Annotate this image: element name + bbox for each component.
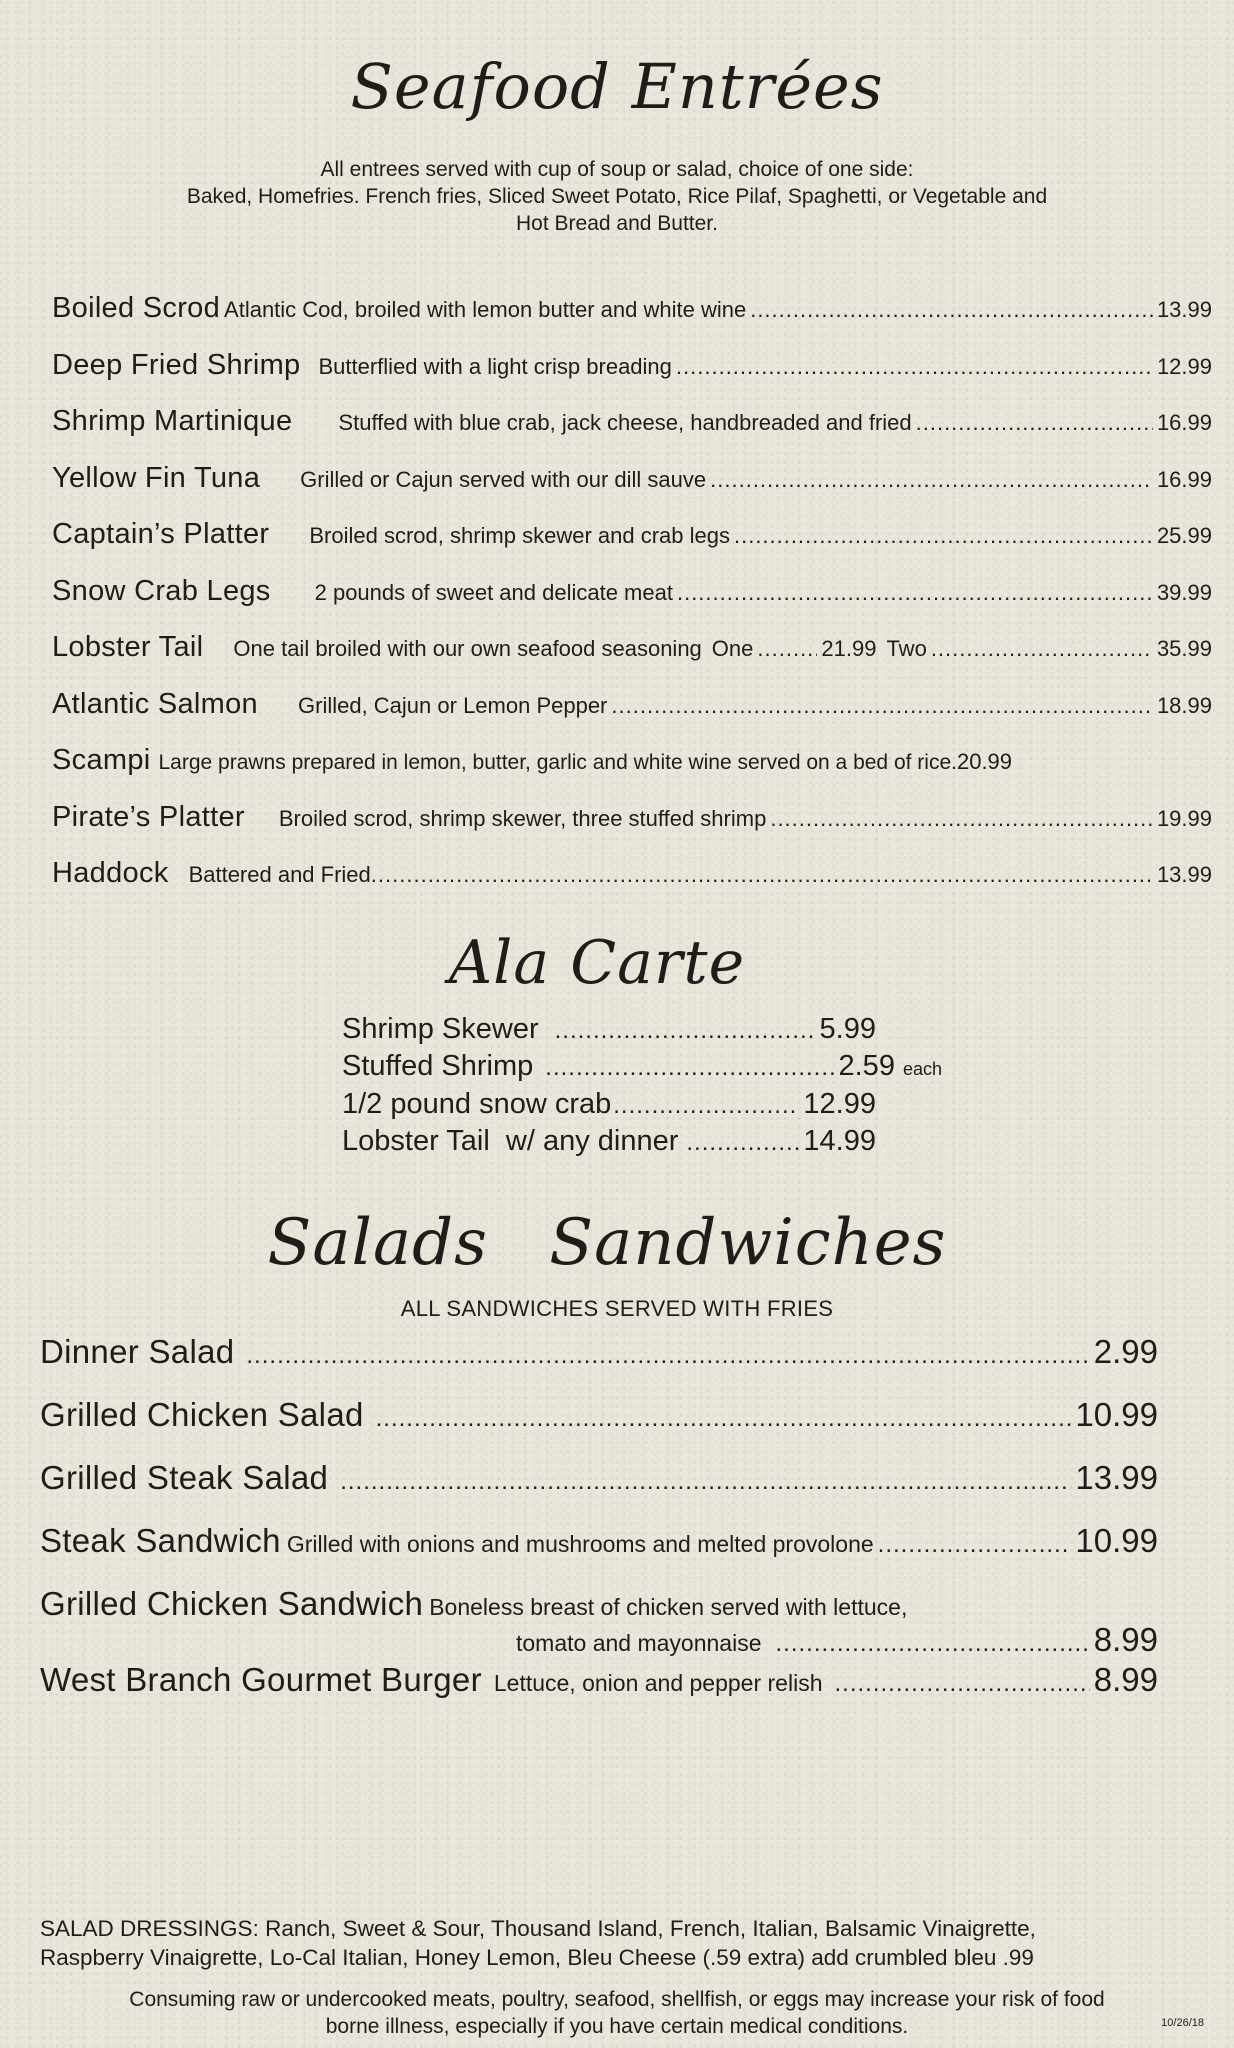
item-price: 2.59 bbox=[838, 1049, 895, 1082]
menu-item bbox=[40, 1459, 1158, 1522]
dot-leader bbox=[916, 410, 1153, 436]
menu-item bbox=[52, 688, 1212, 745]
item-description: Large prawns prepared in lemon, butter, garlic and white wine served on a bed of rice. bbox=[158, 751, 957, 774]
item-name: 1/2 pound snow crab bbox=[342, 1088, 612, 1120]
menu-item bbox=[52, 349, 1212, 406]
intro-line: All entrees served with cup of soup or salad, choice of one side: bbox=[320, 158, 914, 181]
item-price: 10.99 bbox=[1075, 1522, 1158, 1559]
menu-item bbox=[342, 1124, 876, 1161]
sandwiches-note: ALL SANDWICHES SERVED WITH FRIES bbox=[400, 1296, 834, 1321]
dot-leader bbox=[686, 1125, 799, 1161]
item-price: 25.99 bbox=[1156, 523, 1212, 548]
menu-item bbox=[342, 1087, 876, 1124]
menu-item bbox=[40, 1333, 1158, 1396]
salads-title: Salads bbox=[267, 1206, 488, 1280]
alacarte-list bbox=[342, 1012, 942, 1160]
item-name: Stuffed Shrimp bbox=[342, 1049, 534, 1082]
menu-item bbox=[52, 575, 1212, 632]
menu-item bbox=[40, 1585, 1158, 1621]
item-name: Yellow Fin Tuna bbox=[52, 461, 261, 494]
item-name: Haddock bbox=[52, 857, 169, 889]
dot-leader bbox=[676, 354, 1153, 380]
item-description: Grilled or Cajun served with our dill sauve bbox=[300, 466, 707, 492]
salad-dressings bbox=[40, 1914, 1036, 1972]
menu-item bbox=[52, 462, 1212, 519]
item-unit: each bbox=[902, 1058, 942, 1079]
item-price: 14.99 bbox=[803, 1124, 876, 1157]
item-description: Broiled scrod, shrimp skewer, three stuffed shrimp bbox=[278, 805, 767, 831]
seafood-intro bbox=[80, 156, 1154, 237]
intro-line: Baked, Homefries. French fries, Sliced Sweet Potato, Rice Pilaf, Spaghetti, or Vegetable and bbox=[186, 185, 1048, 208]
item-name: Grilled Chicken Sandwich bbox=[40, 1585, 424, 1622]
item-name: Grilled Chicken Salad bbox=[40, 1396, 364, 1433]
item-description: tomato and mayonnaise bbox=[516, 1630, 762, 1656]
item-name: Dinner Salad bbox=[40, 1333, 235, 1370]
menu-item-continued bbox=[40, 1621, 1158, 1661]
item-name: Atlantic Salmon bbox=[52, 687, 258, 720]
menu-item bbox=[52, 801, 1212, 858]
consumer-warning bbox=[0, 1986, 1234, 2040]
print-date: 10/26/18 bbox=[1161, 2017, 1204, 2029]
option-two-label: Two bbox=[886, 636, 927, 661]
dot-leader bbox=[734, 523, 1153, 549]
dot-leader bbox=[555, 1013, 816, 1049]
item-name: Pirate’s Platter bbox=[52, 800, 245, 833]
item-description: Grilled, Cajun or Lemon Pepper bbox=[298, 692, 608, 718]
item-name: Deep Fried Shrimp bbox=[52, 348, 301, 381]
item-description: Butterflied with a light crisp breading bbox=[318, 353, 672, 379]
intro-line: Hot Bread and Butter. bbox=[516, 212, 718, 235]
item-name: Lobster Tail bbox=[52, 631, 204, 663]
warning-line: borne illness, especially if you have certain medical conditions. bbox=[325, 2015, 909, 2038]
item-name: Shrimp Martinique bbox=[52, 405, 293, 437]
menu-item bbox=[40, 1396, 1158, 1459]
item-price: 8.99 bbox=[1093, 1621, 1158, 1658]
dot-leader bbox=[931, 636, 1153, 662]
menu-item bbox=[52, 744, 1212, 801]
menu-item bbox=[40, 1661, 1158, 1724]
item-description: Broiled scrod, shrimp skewer and crab legs bbox=[309, 523, 730, 548]
item-name: Grilled Steak Salad bbox=[40, 1459, 329, 1496]
menu-item bbox=[52, 631, 1212, 688]
dot-leader bbox=[757, 636, 817, 662]
item-price: 20.99 bbox=[956, 749, 1013, 774]
dot-leader bbox=[770, 806, 1153, 832]
item-price: 10.99 bbox=[1075, 1396, 1158, 1433]
sandwiches-title: Sandwiches bbox=[549, 1206, 947, 1280]
dot-leader bbox=[246, 1342, 1089, 1370]
alacarte-title: Ala Carte bbox=[448, 928, 746, 998]
item-price: 13.99 bbox=[1156, 862, 1212, 887]
item-description: One tail broiled with our own seafood seasoning bbox=[233, 636, 702, 661]
item-description: Stuffed with blue crab, jack cheese, handbreaded and fried bbox=[338, 410, 912, 435]
warning-line: Consuming raw or undercooked meats, poultry, seafood, shellfish, or eggs may increase your risk of food bbox=[129, 1988, 1105, 2011]
dot-leader bbox=[835, 1670, 1090, 1698]
dot-leader bbox=[677, 580, 1153, 606]
item-name: Steak Sandwich bbox=[40, 1522, 281, 1559]
option-one-label: One bbox=[711, 636, 754, 661]
item-price: 12.99 bbox=[1156, 353, 1212, 379]
item-price: 19.99 bbox=[1156, 805, 1212, 831]
item-price: 16.99 bbox=[1156, 466, 1212, 492]
item-price: 35.99 bbox=[1156, 636, 1212, 661]
dot-leader bbox=[710, 467, 1153, 493]
item-description: Battered and Fried bbox=[188, 862, 371, 887]
dot-leader bbox=[545, 1050, 834, 1086]
item-description: Atlantic Cod, broiled with lemon butter and white wine bbox=[224, 297, 747, 322]
item-price: 16.99 bbox=[1156, 410, 1212, 435]
menu-item bbox=[40, 1522, 1158, 1585]
menu-item bbox=[52, 857, 1212, 914]
item-name: Shrimp Skewer bbox=[342, 1013, 539, 1045]
item-price: 13.99 bbox=[1156, 297, 1212, 322]
item-name: Boiled Scrod bbox=[52, 292, 221, 324]
item-name: Lobster Tail w/ any dinner bbox=[342, 1124, 679, 1157]
menu-item bbox=[52, 405, 1212, 462]
dot-leader bbox=[750, 297, 1153, 323]
dot-leader bbox=[340, 1468, 1071, 1496]
item-description: 2 pounds of sweet and delicate meat bbox=[314, 579, 673, 605]
dot-leader bbox=[776, 1630, 1090, 1658]
item-description: Lettuce, onion and pepper relish bbox=[493, 1670, 823, 1696]
menu-item bbox=[342, 1049, 942, 1088]
seafood-list bbox=[52, 292, 1212, 914]
item-description: Grilled with onions and mushrooms and melted provolone bbox=[286, 1531, 874, 1557]
seafood-title: Seafood Entrées bbox=[350, 50, 884, 123]
item-price: 39.99 bbox=[1156, 579, 1212, 605]
salads-list bbox=[40, 1333, 1158, 1724]
item-price: 18.99 bbox=[1156, 692, 1212, 718]
item-price: 8.99 bbox=[1093, 1661, 1158, 1698]
item-price: 2.99 bbox=[1093, 1333, 1158, 1370]
item-price: 5.99 bbox=[819, 1013, 876, 1045]
dot-leader bbox=[613, 1088, 799, 1124]
item-name: West Branch Gourmet Burger bbox=[40, 1661, 482, 1698]
dot-leader bbox=[611, 693, 1153, 719]
item-name: Scampi bbox=[52, 744, 151, 776]
menu-item bbox=[342, 1012, 876, 1049]
dressings-line: SALAD DRESSINGS: Ranch, Sweet & Sour, Thousand Island, French, Italian, Balsamic Vinaigrette, bbox=[40, 1916, 1036, 1941]
dressings-line: Raspberry Vinaigrette, Lo-Cal Italian, Honey Lemon, Bleu Cheese (.59 extra) add crumbled bleu .99 bbox=[40, 1945, 1034, 1970]
menu-item bbox=[52, 292, 1212, 349]
dot-leader bbox=[376, 1405, 1072, 1433]
item-price: 13.99 bbox=[1075, 1459, 1158, 1496]
option-one-price: 21.99 bbox=[821, 636, 877, 661]
menu-item bbox=[52, 518, 1212, 575]
dot-leader bbox=[371, 862, 1153, 888]
item-name: Captain’s Platter bbox=[52, 518, 270, 550]
item-name: Snow Crab Legs bbox=[52, 574, 271, 607]
dot-leader bbox=[878, 1531, 1072, 1559]
salads-sandwiches-title bbox=[0, 1206, 1234, 1280]
item-price: 12.99 bbox=[803, 1088, 876, 1120]
item-description: Boneless breast of chicken served with lettuce, bbox=[429, 1594, 908, 1620]
